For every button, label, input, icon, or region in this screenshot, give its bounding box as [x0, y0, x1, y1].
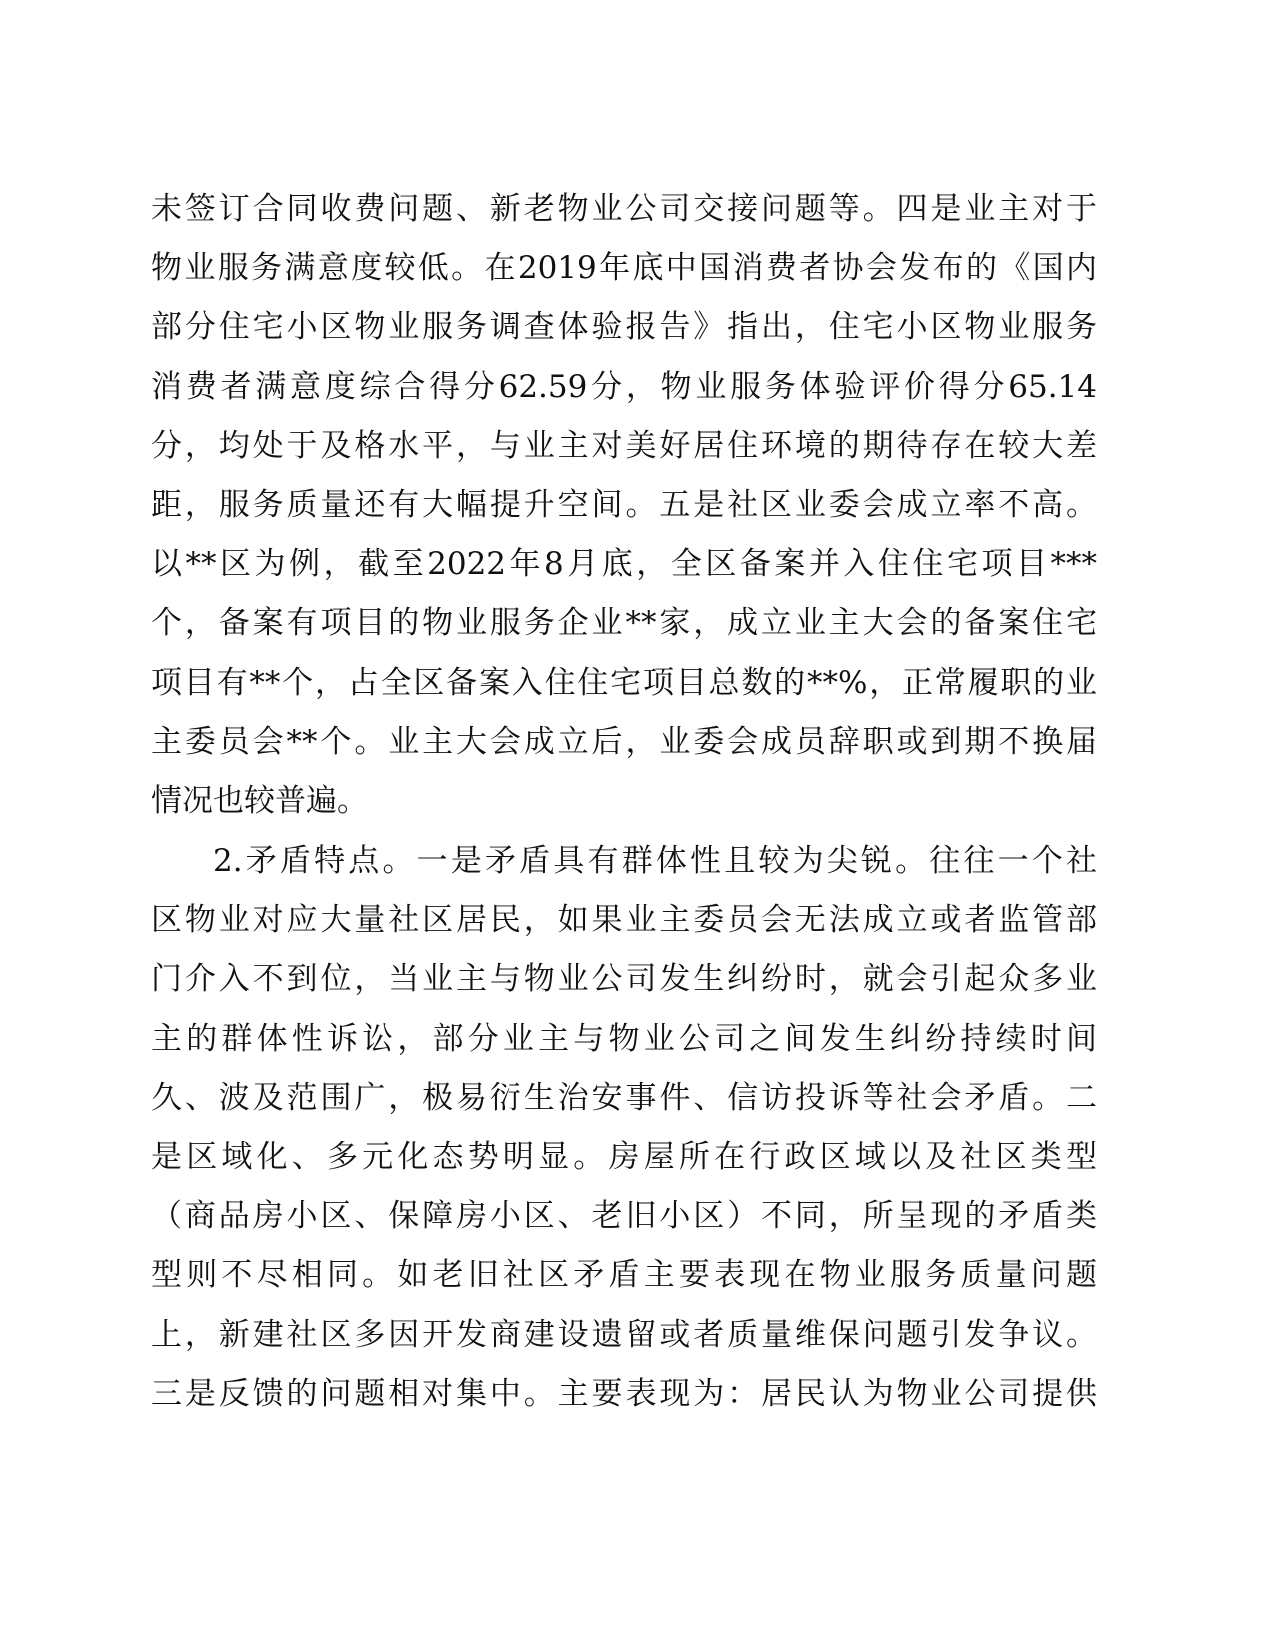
- paragraph-problems: [151, 180, 1097, 831]
- text-line: 上，新建社区多因开发商建设遗留或者质量维保问题引发争议。: [151, 1316, 1097, 1353]
- text-line: 三是反馈的问题相对集中。主要表现为：居民认为物业公司提供: [151, 1375, 1097, 1412]
- text-line: 主委员会**个。业主大会成立后，业委会成员辞职或到期不换届: [151, 723, 1097, 760]
- text-line: 2.矛盾特点。一是矛盾具有群体性且较为尖锐。往往一个社: [213, 843, 1097, 879]
- text-line: 型则不尽相同。如老旧社区矛盾主要表现在物业服务质量问题: [151, 1257, 1097, 1294]
- paragraph-conflict-features: [151, 832, 1097, 1424]
- text-line: 区物业对应大量社区居民，如果业主委员会无法成立或者监管部: [151, 902, 1097, 939]
- text-line: 情况也较普遍。: [151, 782, 368, 819]
- text-line: 项目有**个，占全区备案入住住宅项目总数的**%，正常履职的业: [151, 664, 1097, 701]
- text-line: 个，备案有项目的物业服务企业**家，成立业主大会的备案住宅: [151, 605, 1097, 642]
- text-line: （商品房小区、保障房小区、老旧小区）不同，所呈现的矛盾类: [151, 1198, 1097, 1235]
- text-line: 久、波及范围广，极易衍生治安事件、信访投诉等社会矛盾。二: [151, 1079, 1097, 1116]
- text-line: 物业服务满意度较低。在2019年底中国消费者协会发布的《国内: [151, 250, 1097, 287]
- text-line: 以**区为例，截至2022年8月底，全区备案并入住住宅项目***: [151, 546, 1097, 583]
- text-line: 主的群体性诉讼，部分业主与物业公司之间发生纠纷持续时间: [151, 1020, 1097, 1057]
- text-line: 分，均处于及格水平，与业主对美好居住环境的期待存在较大差: [151, 427, 1097, 464]
- text-line: 部分住宅小区物业服务调查体验报告》指出，住宅小区物业服务: [151, 309, 1097, 346]
- text-line: 门介入不到位，当业主与物业公司发生纠纷时，就会引起众多业: [151, 961, 1097, 998]
- text-line: 消费者满意度综合得分62.59分，物业服务体验评价得分65.14: [151, 368, 1097, 405]
- text-line: 距，服务质量还有大幅提升空间。五是社区业委会成立率不高。: [151, 486, 1097, 523]
- text-line: 是区域化、多元化态势明显。房屋所在行政区域以及社区类型: [151, 1138, 1097, 1175]
- text-line: 未签订合同收费问题、新老物业公司交接问题等。四是业主对于: [151, 191, 1097, 227]
